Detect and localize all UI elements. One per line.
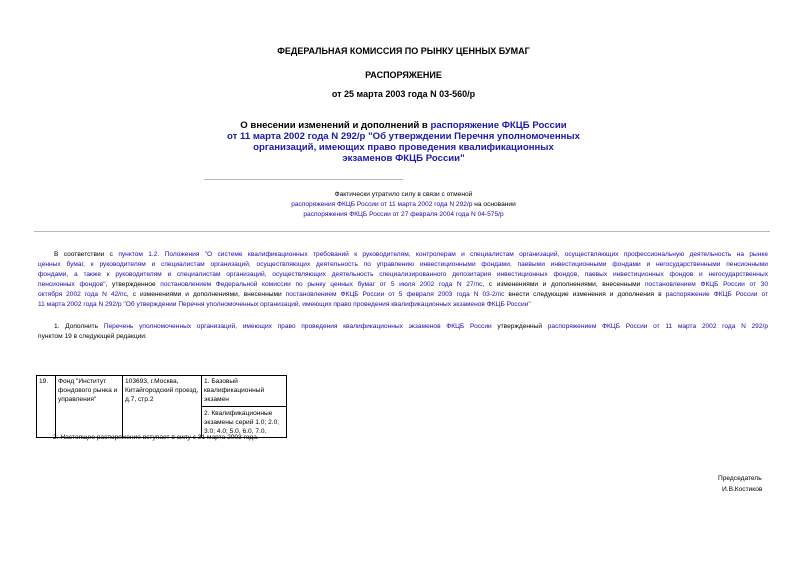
- link-decree-292[interactable]: распоряжением ФКЦБ России от 11 марта 2002 года N 292/р: [547, 323, 769, 330]
- title-link-decree-cont[interactable]: от 11 марта 2002 года N 292/р "Об утверждении Перечня уполномоченных: [227, 131, 580, 142]
- paragraph-line: [38, 250, 768, 260]
- exam-entry: 1. Базовый квалификационный экзамен: [204, 378, 265, 403]
- link-regulation[interactable]: пенсионных фондов": [38, 281, 106, 288]
- paragraph-text: 1. Дополнить: [54, 323, 104, 330]
- table-cell-name: Фонд "Институт фондового рынка и управления": [56, 376, 123, 438]
- divider: [34, 231, 770, 232]
- paragraph-line: пунктом 19 в следующей редакции:: [38, 333, 147, 340]
- status-note-line-3: [0, 210, 807, 220]
- status-link-basis-decree[interactable]: распоряжения ФКЦБ России от 27 февраля 2004 года N 04-575/р: [303, 211, 504, 218]
- link-regulation[interactable]: ценных бумаг, к руководителям и специалистам организаций, осуществляющих деятельность по управлению инвестиционными фондами, паевыми инвестиционными фондами и негосударственными пенсионными: [38, 261, 768, 268]
- link-resolution-03-2[interactable]: постановлением ФКЦБ России от 5 февраля 2003 года N 03-2/пс: [285, 291, 505, 298]
- preamble-paragraph: [38, 250, 768, 310]
- link-list[interactable]: Перечень уполномоченных организаций, имеющих право проведения квалификационных экзаменов ФКЦБ России: [103, 323, 492, 330]
- paragraph-text: В соответствии с: [54, 251, 119, 258]
- title-link-decree-cont[interactable]: экзаменов ФКЦБ России": [342, 153, 465, 164]
- paragraph-line: [38, 270, 768, 280]
- link-decree-292[interactable]: 11 марта 2002 года N 292/р "Об утверждении Перечня уполномоченных организаций, имеющих право проведения квалификационных экзаменов ФКЦБ России": [38, 301, 531, 308]
- title-link-decree-cont[interactable]: организаций, имеющих право проведения квалификационных: [253, 142, 554, 153]
- title-link-decree[interactable]: распоряжение ФКЦБ России: [430, 120, 567, 131]
- paragraph-line: [38, 260, 768, 270]
- paragraph-text: , с изменениями и дополнениями, внесенными: [126, 291, 286, 298]
- link-decree-292[interactable]: распоряжение ФКЦБ России от: [665, 291, 769, 298]
- link-resolution-42[interactable]: октября 2002 года N 42/пс: [38, 291, 127, 298]
- paragraph-text: , с изменениями и дополнениями, внесенными: [482, 281, 645, 288]
- paragraph-text: , утвержденное: [105, 281, 161, 288]
- status-note-line-1: Фактически утратило силу в связи с отменой: [334, 191, 473, 198]
- item-2-text: 2. Настоящее распоряжение вступает в силу с 31 марта 2003 года.: [53, 434, 259, 441]
- status-note-text: на основании: [472, 201, 516, 208]
- link-regulation[interactable]: фондами, а также к руководителям и специалистам организаций, осуществляющих деятельность специализированного депозитария инвестиционных фондов, паевых инвестиционных фондов и негосударственных: [38, 271, 768, 278]
- title-prefix: О внесении изменений и дополнений в: [240, 120, 431, 131]
- doc-title-line-2: [0, 131, 807, 142]
- paragraph-line: [38, 280, 768, 290]
- doc-title-line-1: [0, 120, 807, 131]
- link-resolution-42[interactable]: постановлением ФКЦБ России от 30: [644, 281, 768, 288]
- paragraph-line: [38, 290, 768, 300]
- table-cell-empty: [287, 376, 374, 438]
- divider: [202, 406, 286, 407]
- paragraph-line: [38, 322, 768, 332]
- status-note-line-2: [0, 200, 807, 210]
- doc-type: РАСПОРЯЖЕНИЕ: [365, 70, 442, 80]
- divider: [204, 179, 403, 180]
- doc-title-line-3: [0, 142, 807, 153]
- table-cell-number: 19.: [37, 376, 56, 438]
- status-link-cancelled-decree[interactable]: распоряжения ФКЦБ России от 11 марта 2002 года N 292/р: [291, 201, 473, 208]
- organization-table: [36, 375, 373, 438]
- table-row: [37, 376, 374, 438]
- link-regulation[interactable]: пунктом 1.2. Положения "О системе квалификационных требований к руководителям, контролерам и специалистам организаций, осуществляющих профессиональную деятельность на рынке: [118, 251, 769, 258]
- signer-title: Председатель: [718, 475, 762, 482]
- doc-date: от 25 марта 2003 года N 03-560/р: [331, 89, 476, 99]
- table-cell-address: 103693, г.Москва, Китайгородский проезд, д.7, стр.2: [123, 376, 202, 438]
- table-cell-exams: [202, 376, 287, 438]
- signer-name: И.В.Костиков: [722, 486, 763, 493]
- link-resolution-27[interactable]: постановлением Федеральной комиссии по рынку ценных бумаг от 5 июля 2002 года N 27/пс: [160, 281, 483, 288]
- paragraph-text: утвержденный: [491, 323, 548, 330]
- exam-entry: 2. Квалификационные экзамены серий 1.0; 2.0; 3.0; 4.0; 5.0, 6.0, 7.0.: [204, 410, 280, 435]
- doc-title-line-4: [0, 153, 807, 164]
- org-title: ФЕДЕРАЛЬНАЯ КОМИССИЯ ПО РЫНКУ ЦЕННЫХ БУМАГ: [277, 46, 530, 56]
- paragraph-line: [38, 300, 768, 310]
- paragraph-text: внести следующие изменения и дополнения в: [504, 291, 666, 298]
- item-1-paragraph: [38, 322, 768, 342]
